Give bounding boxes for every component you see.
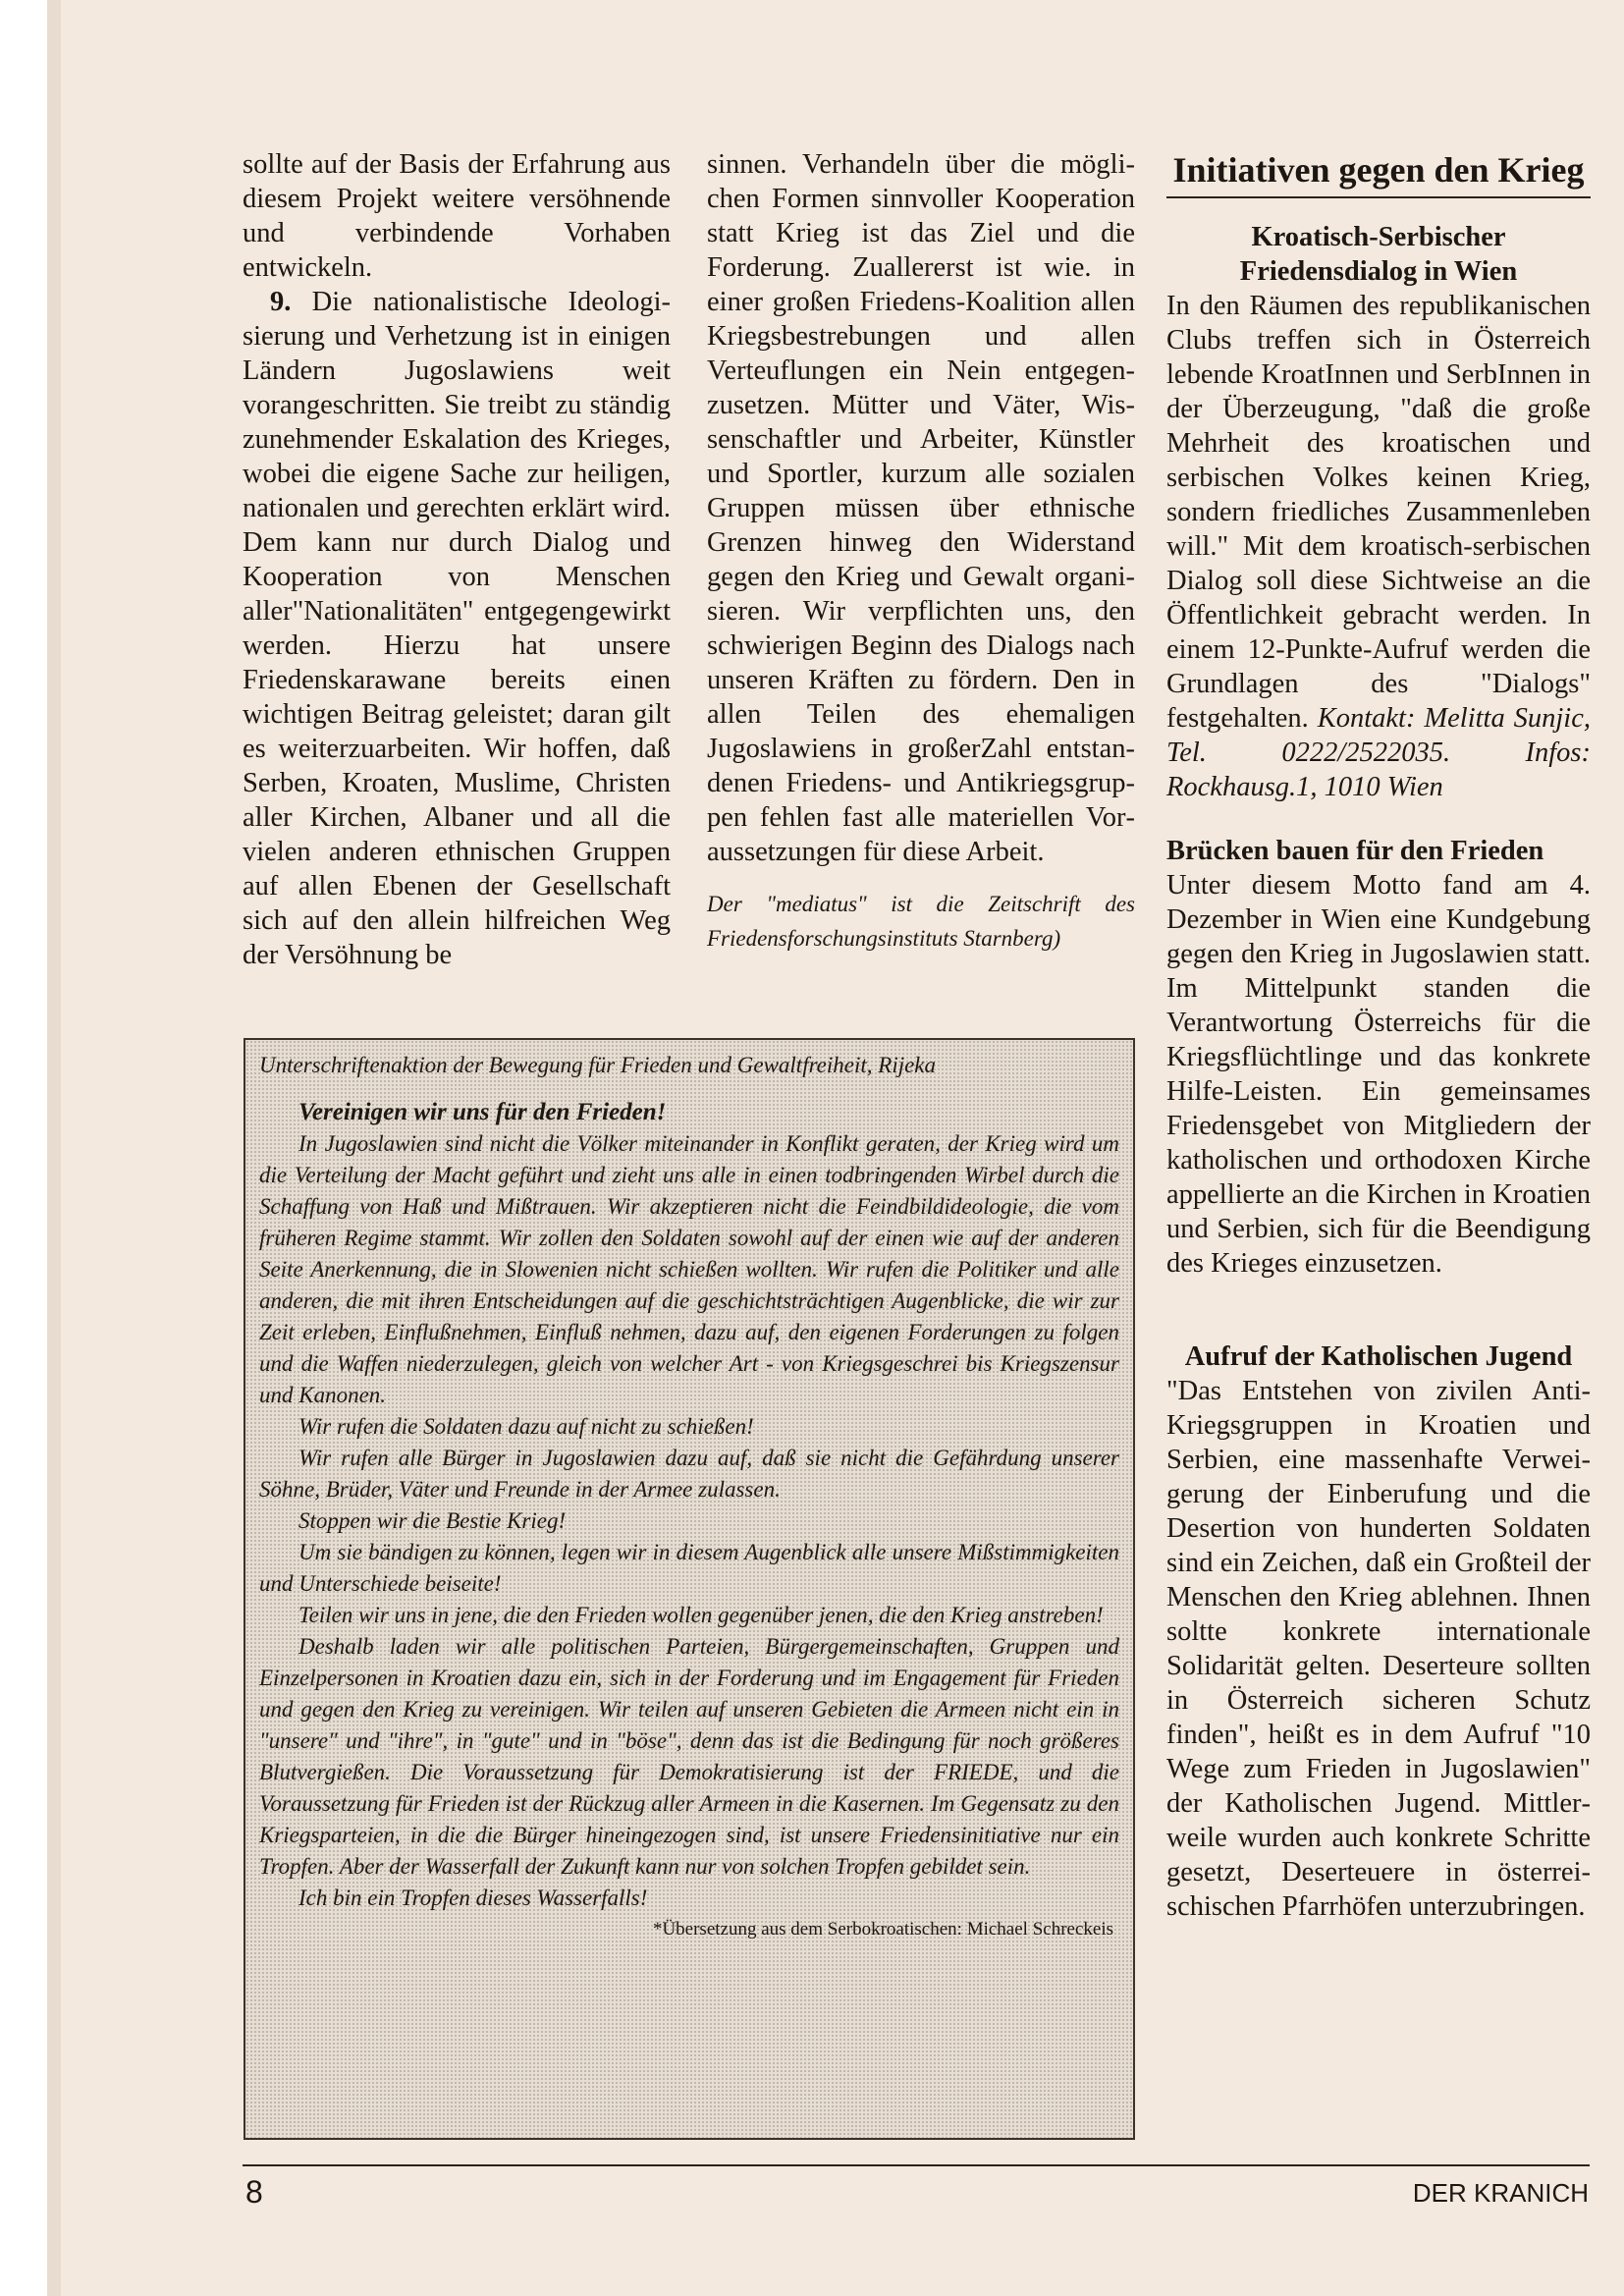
article-column-2 <box>707 147 1135 956</box>
article-credit: Der "mediatus" ist die Zeitschrift des Friedensforschungsinstituts Starnberg) <box>707 892 1135 951</box>
sidebar <box>1166 147 1591 1924</box>
sidebar-text: "Das Entstehen von zivilen Anti-Kriegsgruppen in Kroatien und Serbien, eine massenhafte Verweigerung der Einberufung und die Desertion von hunderten Soldaten sind ein Zeichen, daß ein Großteil der Menschen den Krieg ablehnen. Ihnen soltte konkrete internationale Solidarität gelten. Deserteure sollten in Österreich sicheren Schutz finden", heißt es in dem Aufruf "10 Wege zum Frieden in Jugoslawien" der Katholischen Jugend. Mittlerweile wurden auch konkrete Schritte gesetzt, Deserteuere in österreischischen Pfarrhöfen unterzubringen. <box>1166 1376 1591 1922</box>
box-paragraph: In Jugoslawien sind nicht die Völker miteinander in Konflikt geraten, der Krieg wird um die Verteilung der Macht geführt und zieht uns alle in einen todbringenden Wirbel durch die Schaffung von Haß und Mißtrauen. Wir akzeptieren nicht die Feindbildideologie, die vom früheren Regime stammt. Wir zollen den Soldaten sowohl auf der einen wie auf der anderen Seite Anerkennung, die in Slowenien nicht schießen wollten. Wir rufen die Politiker und alle anderen, die mit ihren Entscheidungen auf die geschichtsträchtigen Augenblicke, die wir zur Zeit erleben, Einflußnehmen, Einfluß nehmen, dazu auf, den eigenen Forderungen zu folgen und die Waffen niederzulegen, gleich von welcher Art - von Kriegsgeschrei bis Kriegszensur und Kanonen. <box>259 1131 1119 1407</box>
footer-rule <box>243 2164 1590 2166</box>
box-paragraph: Deshalb laden wir alle politischen Parteien, Bürgergemeinschaften, Gruppen und Einzelpersonen in Kroatien dazu ein, sich in der Forderung und im Engagement für Frieden und gegen den Krieg zu vereinigen. Wir teilen auf unseren Gebieten die Armeen nicht ein in "unsere" und "ihre", in "gute" und in "böse", denn das ist die Bedingung für noch größeres Blutvergießen. Die Voraussetzung für Demokratisierung ist der FRIEDE, und die Voraussetzung für Frieden ist der Rückzug aller Armeen in die Kasernen. Im Gegensatz zu den Kriegsparteien, in die die Bürger hineingezogen sind, ist unsere Friedensinitiative nur ein Tropfen. Aber der Wasserfall der Zukunft kann nur von solchen Tropfen gebildet sein. <box>259 1634 1119 1879</box>
sidebar-heading: Brücken bauen für den Frieden <box>1166 836 1544 866</box>
sidebar-text <box>1166 289 1591 804</box>
box-paragraph: Wir rufen alle Bürger in Jugoslawien dazu auf, daß sie nicht die Gefährdung unserer Söhne, Brüder, Väter und Freunde in der Armee zulassen. <box>259 1446 1119 1502</box>
article-paragraph: sollte auf der Basis der Erfahrung aus diesem Projekt weitere versöhnende und verbindende Vorhaben entwickeln. <box>243 149 671 283</box>
paragraph-text: Die nationalistische Ideologisierung und Verhetzung ist in einigen Ländern Jugoslawiens weit vorangeschritten. Sie treibt zu ständig zunehmender Eskalation des Krieges, wobei die eigene Sache zur heiligen, nationalen und gerechten erklärt wird. Dem kann nur durch Dialog und Kooperation von Menschen aller"Nationalitäten" entgegengewirkt werden. Hierzu hat unsere Friedenskarawane bereits einen wichtigen Beitrag geleistet; daran gilt es weiterzuarbeiten. Wir hoffen, daß Serben, Kroaten, Muslime, Christen aller Kirchen, Albaner und all die vielen anderen ethnischen Gruppen auf allen Ebenen der Gesellschaft sich auf den allein hilfreichen Weg der Versöhnung be <box>243 287 671 970</box>
sidebar-heading: Kroatisch-Serbischer Friedensdialog in Wien <box>1239 222 1518 287</box>
sidebar-heading: Aufruf der Katholischen Jugend <box>1184 1341 1573 1372</box>
page-number: 8 <box>245 2174 263 2210</box>
article-column-1 <box>243 147 671 972</box>
page-edge-shadow <box>47 0 61 2296</box>
sidebar-text: Unter diesem Motto fand am 4. Dezember in Wien eine Kundgebung gegen den Krieg in Jugoslawien statt. Im Mittelpunkt standen die Verantwortung Österreichs für die Kriegsflüchtlinge und das konkrete Hilfe-Leisten. Ein gemeinsames Friedensgebet von Mitgliedern der katholischen und orthodoxen Kirche appellierte an die Kirchen in Kroatien und Serbien, sich für die Beendigung des Krieges einzusetzen. <box>1166 870 1591 1279</box>
article-paragraph-9 <box>243 285 671 972</box>
box-header: Unterschriftenaktion der Bewegung für Frieden und Gewaltfreiheit, Rijeka <box>259 1053 937 1077</box>
box-paragraph: Wir rufen die Soldaten dazu auf nicht zu schießen! <box>298 1414 754 1439</box>
petition-box <box>244 1038 1135 2140</box>
page-edge <box>0 0 47 2296</box>
box-paragraph: Teilen wir uns in jene, die den Frieden wollen gegenüber jenen, die den Krieg anstreben! <box>298 1603 1104 1627</box>
sidebar-contact: Kontakt: Melitta Sunjic, Tel. 0222/2522035. Infos: Rockhausg.1, 1010 Wien <box>1166 703 1591 802</box>
box-title: Vereinigen wir uns für den Frieden! <box>298 1099 667 1125</box>
paragraph-number: 9. <box>270 287 292 317</box>
magazine-name: DER KRANICH <box>1412 2178 1589 2208</box>
translation-credit: *Übersetzung aus dem Serbokroatischen: Michael Schreckeis <box>652 1919 1113 1940</box>
sidebar-text-body: In den Räumen des republikanischen Clubs treffen sich in Österreich lebende KroatInnen und SerbInnen in der Überzeugung, "daß die große Mehrheit des kroatischen und serbischen Volkes keinen Krieg, sondern friedliches Zusammenleben will." Mit dem kroatisch-serbischen Dialog soll diese Sichtweise an die Öffentlichkeit gebracht werden. In einem 12-Punkte-Aufruf werden die Grundlagen des "Dialogs" festgehalten. <box>1166 291 1591 734</box>
sidebar-title: Initiativen gegen den Krieg <box>1166 147 1591 198</box>
article-paragraph: sinnen. Verhandeln über die möglichen Formen sinnvoller Kooperation statt Krieg ist das Ziel und die Forderung. Zuallererst ist wie. in einer großen Friedens-Koalition allen Kriegsbestrebungen und allen Verteuflungen ein Nein entgegenzusetzen. Mütter und Väter, Wissenschaftler und Arbeiter, Künstler und Sportler, kurzum alle sozialen Gruppen müssen über ethnische Grenzen hinweg den Widerstand gegen den Krieg und Gewalt organisieren. Wir verpflichten uns, den schwierigen Beginn des Dialogs nach unseren Kräften zu fördern. Den in allen Teilen des ehemaligen Jugoslawiens in großerZahl entstandenen Friedens- und Antikriegsgruppen fehlen fast alle materiellen Voraussetzungen für diese Arbeit. <box>707 149 1135 867</box>
box-paragraph: Ich bin ein Tropfen dieses Wasserfalls! <box>298 1886 648 1910</box>
box-paragraph: Um sie bändigen zu können, legen wir in diesem Augenblick alle unsere Mißstimmigkeiten und Unterschiede beiseite! <box>259 1540 1119 1596</box>
box-paragraph: Stoppen wir die Bestie Krieg! <box>298 1508 567 1533</box>
